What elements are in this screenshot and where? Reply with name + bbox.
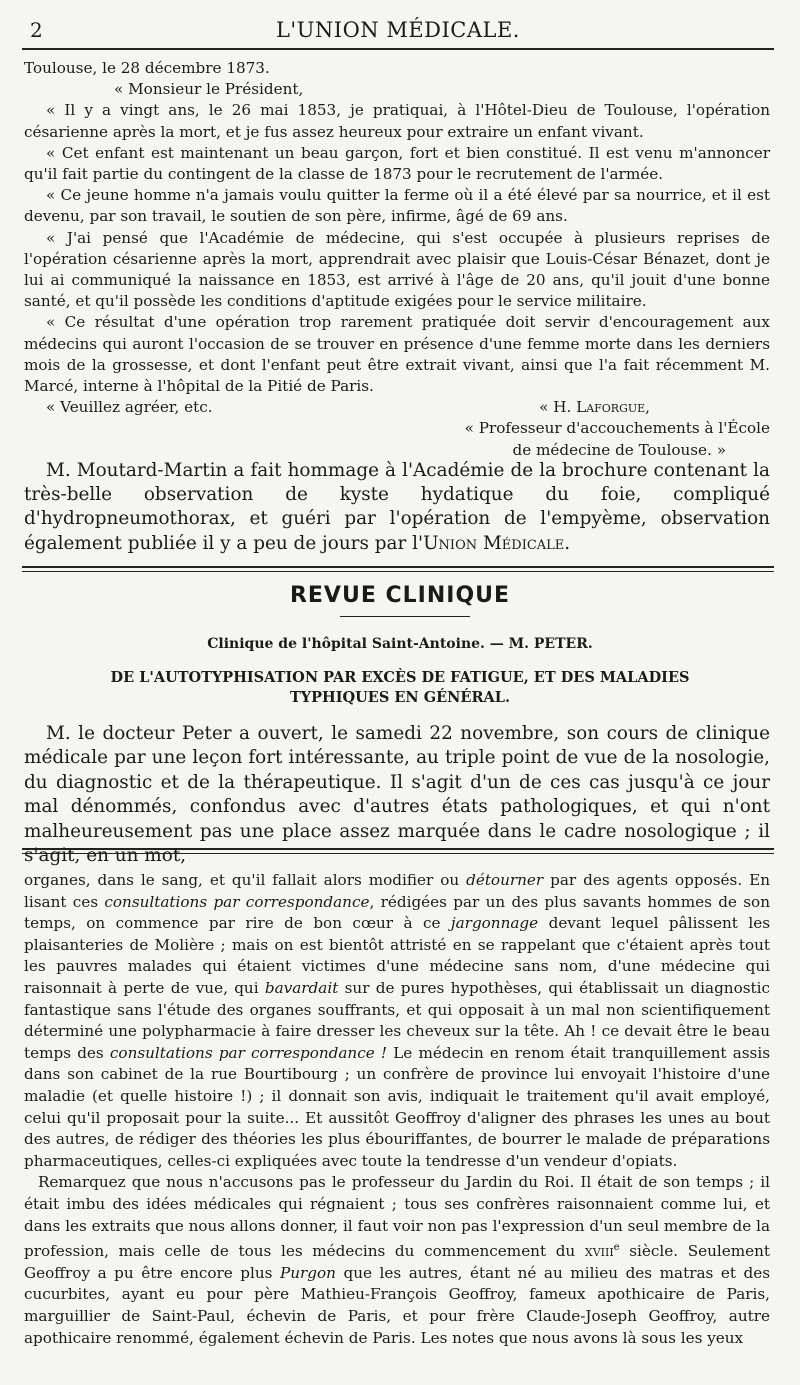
text-run: Remarquez que nous n'accusons pas le professeur du Jardin du Roi. Il était de son temps ; il était imbu des idées médicales qui régnaient ; tous ses confrères raisonnaient comme lui, et dans les extraits que nous allons donner, il faut voir non pas l'expression d'un seul membre de la profession, mais celle de tous les médecins du commencement du: [24, 1173, 770, 1261]
text-run: Le médecin en renom était tranquillement assis dans son cabinet de la rue Bourtibourg ; un confrère de province lui envoyait l'histoire d'une maladie (et quelle histoire !) ; il donnait son avis, indiquait le traitement qu'il avait employé, celui qu'il proposait pour la suite... Et aussitôt Geoffroy d'aligner des phrases les unes au bout des autres, de rédiger des théories les plus ébouriffantes, de bourrer le malade de préparations pharmaceutiques, celles-ci expliquées avec toute la tendresse d'un vendeur d'opiats.: [24, 1043, 770, 1170]
feuilleton-rule-bottom: [22, 853, 774, 854]
text-run: devant lequel pâlissent les plaisanteries de Molière ; mais on est bientôt attristé en se rappelant que c'étaient après tout les pauvres malades qui étaient victimes d'une médecine sans nom, d'une médecine qui raisonnait à perte de vue, qui: [24, 914, 770, 997]
letter: [24, 58, 770, 461]
italic-run: jargonnage: [450, 914, 539, 933]
text-run: par des agents opposés. En lisant ces: [24, 871, 770, 911]
article-title: DE L'AUTOTYPHISATION PAR EXCÈS DE FATIGUE, ET DES MALADIES TYPHIQUES EN GÉNÉRAL.: [110, 669, 690, 706]
page-header: [22, 12, 774, 52]
signature-prefix: « H.: [539, 398, 572, 417]
text-run: organes, dans le sang, et qu'il fallait alors modifier ou: [24, 871, 467, 889]
revue-clinique-heading: REVUE CLINIQUE: [289, 583, 511, 608]
letter-paragraph: « Ce jeune homme n'a jamais voulu quitter la ferme où il a été élevé par sa nourrice, et il est devenu, par son travail, le soutien de son père, infirme, âgé de 69 ans.: [24, 186, 770, 226]
note-end: .: [564, 532, 571, 554]
italic-run: Purgon: [280, 1263, 336, 1282]
signature-name: Laforgue,: [576, 398, 650, 417]
century-superscript: e: [613, 1242, 620, 1254]
feuilleton: [24, 870, 770, 1349]
signature-title-line1: « Professeur d'accouchements à l'École: [464, 419, 770, 438]
section-double-rule-top: [22, 566, 774, 568]
feuilleton-paragraph: [24, 1172, 770, 1349]
text-run: que les autres, étant né au milieu des matras et des cucurbites, ayant eu pour père Mathieu-François Geoffroy, fameux apothicaire de Paris, marguillier de Saint-Paul, échevin de Paris, et pour frère Claude-Joseph Geoffroy, autre apothicaire renommé, également échevin de Paris. Les notes que nous avons là sous les yeux: [24, 1263, 770, 1347]
letter-paragraph: « Cet enfant est maintenant un beau garçon, fort et bien constitué. Il est venu m'annoncer qu'il fait partie du contingent de la classe de 1873 pour le recrutement de l'armée.: [24, 143, 770, 184]
feuilleton-rule-top: [22, 848, 774, 850]
article-intro: [24, 722, 770, 868]
section-double-rule-bottom: [22, 571, 774, 572]
letter-salutation: « Monsieur le Président,: [114, 80, 304, 99]
text-run: , rédigées par un des plus savants hommes de son temps, on commence par rire de bon cœur à ce: [24, 892, 770, 933]
letter-signature: [539, 397, 650, 418]
letter-paragraph: « J'ai pensé que l'Académie de médecine, qui s'est occupée à plusieurs reprises de l'opération césarienne après la mort, apprendrait avec plaisir que Louis-César Bénazet, dont je lui ai communiqué la naissance en 1853, est arrivé à l'âge de 20 ans, qu'il jouit d'une bonne santé, et qu'il possède les conditions d'aptitude exigées pour le service militaire.: [24, 228, 770, 311]
academy-note: [24, 459, 770, 556]
italic-run: détourner: [466, 871, 544, 889]
italic-run: consultations par correspondance !: [109, 1043, 388, 1062]
heading-rule: [340, 616, 470, 617]
italic-run: consultations par correspondance: [104, 892, 370, 911]
letter-paragraph: « Ce résultat d'une opération trop rarement pratiquée doit servir d'encouragement aux médecins qui auront l'occasion de se trouver en présence d'une femme morte dans les derniers mois de la grossesse, et dont l'enfant peut être extrait vivant, ainsi que l'a fait récemment M. Marcé, interne à l'hôpital de la Pitié de Paris.: [24, 313, 770, 396]
letter-paragraph: « Il y a vingt ans, le 26 mai 1853, je pratiquai, à l'Hôtel-Dieu de Toulouse, l'opération césarienne après la mort, et je fus assez heureux pour extraire un enfant vivant.: [24, 101, 770, 141]
text-run: sur de pures hypothèses, qui établissait un diagnostic fantastique sans l'étude des organes souffrants, et qui opposait à un mal non scientifiquement déterminé une polypharmacie à faire dresser les cheveux sur la tête. Ah ! ce devait être le beau temps des: [24, 978, 770, 1062]
page-number: 2: [30, 18, 43, 42]
letter-date: Toulouse, le 28 décembre 1873.: [24, 59, 270, 77]
letter-closing: « Veuillez agréer, etc.: [46, 398, 213, 417]
note-journal: Union Médicale: [423, 532, 565, 554]
italic-run: bavardait: [264, 978, 339, 997]
feuilleton-paragraph: [24, 870, 770, 1172]
text-run: siècle. Seulement Geoffroy a pu être encore plus: [24, 1242, 770, 1282]
clinic-subheading: Clinique de l'hôpital Saint-Antoine. — M. PETER.: [207, 636, 593, 652]
academy-note-text: [24, 459, 770, 556]
journal-title: L'UNION MÉDICALE.: [275, 18, 520, 42]
signature-title-line2: de médecine de Toulouse. »: [512, 440, 726, 459]
header-rule: [22, 48, 774, 50]
article-intro-text: M. le docteur Peter a ouvert, le samedi 22 novembre, son cours de clinique médicale par une leçon fort intéressante, au triple point de vue de la nosologie, du diagnostic et de la thérapeutique. Il s'agit d'un de ces cas jusqu'à ce jour mal dénommés, confondus avec d'autres états pathologiques, et qui n'ont malheureusement pas une place assez marquée dans le cadre nosologique ; il s'agit, en un mot,: [24, 723, 770, 867]
century-numeral: xviii: [584, 1242, 614, 1261]
note-text: M. Moutard-Martin a fait hommage à l'Académie de la brochure contenant la très-belle observation de kyste hydatique du foie, compliqué d'hydropneumothorax, et guéri par l'opération de l'empyème, observation également publiée il y a peu de jours par l': [24, 460, 770, 554]
letter-closing-row: [24, 397, 770, 418]
